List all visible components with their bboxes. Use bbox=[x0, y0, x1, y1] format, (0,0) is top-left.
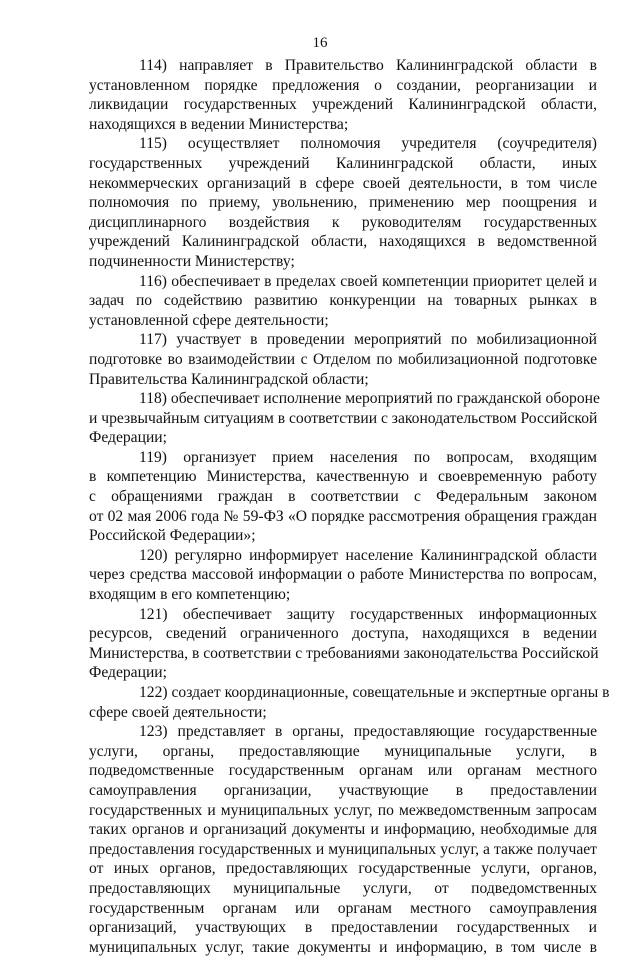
paragraph-line: от 02 мая 2006 года № 59-ФЗ «О порядке рассмотрения обращения граждан bbox=[89, 507, 597, 525]
paragraph-line: 115) осуществляет полномочия учредителя (соучредителя) bbox=[139, 135, 597, 153]
paragraph-line: 121) обеспечивает защиту государственных информационных bbox=[139, 605, 597, 623]
paragraph-line: ликвидации государственных учреждений Калининградской области, bbox=[89, 96, 597, 114]
paragraph-p117 bbox=[89, 330, 597, 389]
paragraph-line: таких органов и организаций документы и информацию, необходимые для bbox=[89, 821, 597, 839]
paragraph-line: подведомственные государственным органам или органам местного bbox=[89, 762, 597, 780]
paragraph-line: предоставления государственных и муниципальных услуг, а также получает bbox=[89, 840, 597, 858]
paragraph-line: 117) участвует в проведении мероприятий по мобилизационной bbox=[139, 331, 597, 349]
document-body bbox=[89, 56, 610, 957]
paragraph-p122 bbox=[89, 683, 610, 722]
paragraph-line: входящим в его компетенцию; bbox=[89, 586, 291, 604]
paragraph-line: находящихся в ведении Министерства; bbox=[89, 115, 349, 133]
paragraph-line: Российской Федерации»; bbox=[89, 527, 256, 545]
paragraph-p118 bbox=[89, 389, 600, 448]
paragraph-line: в компетенцию Министерства, качественную и своевременную работу bbox=[89, 468, 597, 486]
paragraph-p114 bbox=[89, 56, 597, 134]
paragraph-line: 123) представляет в органы, предоставляющие государственные bbox=[139, 723, 597, 741]
paragraph-line: некоммерческих организаций в сфере своей деятельности, в том числе bbox=[89, 174, 597, 192]
paragraph-line: от иных органов, предоставляющих государственные услуги, органов, bbox=[89, 860, 597, 878]
paragraph-line: полномочия по приему, увольнению, применению мер поощрения и bbox=[89, 194, 597, 212]
paragraph-line: сфере своей деятельности; bbox=[89, 703, 267, 721]
paragraph-line: установленном порядке предложения о создании, реорганизации и bbox=[89, 76, 597, 94]
paragraph-p121 bbox=[89, 605, 597, 683]
paragraph-line: учреждений Калининградской области, находящихся в ведомственной bbox=[89, 233, 597, 251]
paragraph-line: предоставляющих муниципальные услуги, от подведомственных bbox=[89, 879, 597, 897]
paragraph-line: и чрезвычайным ситуациям в соответствии с законодательством Российской bbox=[89, 409, 598, 427]
paragraph-line: 114) направляет в Правительство Калининградской области в bbox=[139, 57, 597, 74]
paragraph-line: Правительства Калининградской области; bbox=[89, 370, 369, 388]
paragraph-line: подготовке во взаимодействии с Отделом по мобилизационной подготовке bbox=[89, 350, 597, 368]
paragraph-line: 119) организует прием населения по вопросам, входящим bbox=[139, 448, 597, 466]
paragraph-line: услуги, органы, предоставляющие муниципальные услуги, в bbox=[89, 742, 597, 760]
paragraph-line: 120) регулярно информирует население Калининградской области bbox=[139, 546, 597, 564]
paragraph-line: Федерации; bbox=[89, 664, 167, 682]
paragraph-line: самоуправления организации, участвующие в предоставлении bbox=[89, 781, 597, 799]
paragraph-line: Министерства, в соответствии с требованиями законодательства Российской bbox=[89, 644, 599, 662]
paragraph-line: 122) создает координационные, совещательные и экспертные органы в bbox=[139, 684, 610, 701]
paragraph-p119 bbox=[89, 448, 597, 546]
paragraph-line: с обращениями граждан в соответствии с Федеральным законом bbox=[89, 488, 597, 506]
paragraph-line: организаций, участвующих в предоставлении государственных и bbox=[89, 919, 597, 937]
paragraph-line: подчиненности Министерству; bbox=[89, 252, 295, 270]
paragraph-line: государственных учреждений Калининградской области, иных bbox=[89, 154, 597, 172]
paragraph-line: муниципальных услуг, такие документы и информацию, в том числе в bbox=[89, 938, 597, 956]
paragraph-line: ресурсов, сведений ограниченного доступа, находящихся в ведении bbox=[89, 625, 597, 643]
paragraph-p116 bbox=[89, 272, 597, 331]
paragraph-line: задач по содействию развитию конкуренции на товарных рынках в bbox=[89, 292, 597, 310]
paragraph-line: государственных и муниципальных услуг, по межведомственным запросам bbox=[89, 801, 597, 819]
paragraph-line: государственным органам или органам местного самоуправления bbox=[89, 899, 597, 917]
paragraph-p115 bbox=[89, 134, 597, 271]
page-number: 16 bbox=[312, 35, 328, 51]
paragraph-line: 116) обеспечивает в пределах своей компетенции приоритет целей и bbox=[139, 272, 597, 290]
paragraph-p120 bbox=[89, 546, 597, 605]
paragraph-line: через средства массовой информации о работе Министерства по вопросам, bbox=[89, 566, 597, 584]
paragraph-line: 118) обеспечивает исполнение мероприятий по гражданской обороне bbox=[139, 390, 600, 408]
paragraph-line: установленной сфере деятельности; bbox=[89, 311, 329, 329]
paragraph-line: Федерации; bbox=[89, 429, 167, 447]
paragraph-line: дисциплинарного воздействия к руководителям государственных bbox=[89, 213, 597, 231]
paragraph-p123 bbox=[89, 722, 597, 957]
